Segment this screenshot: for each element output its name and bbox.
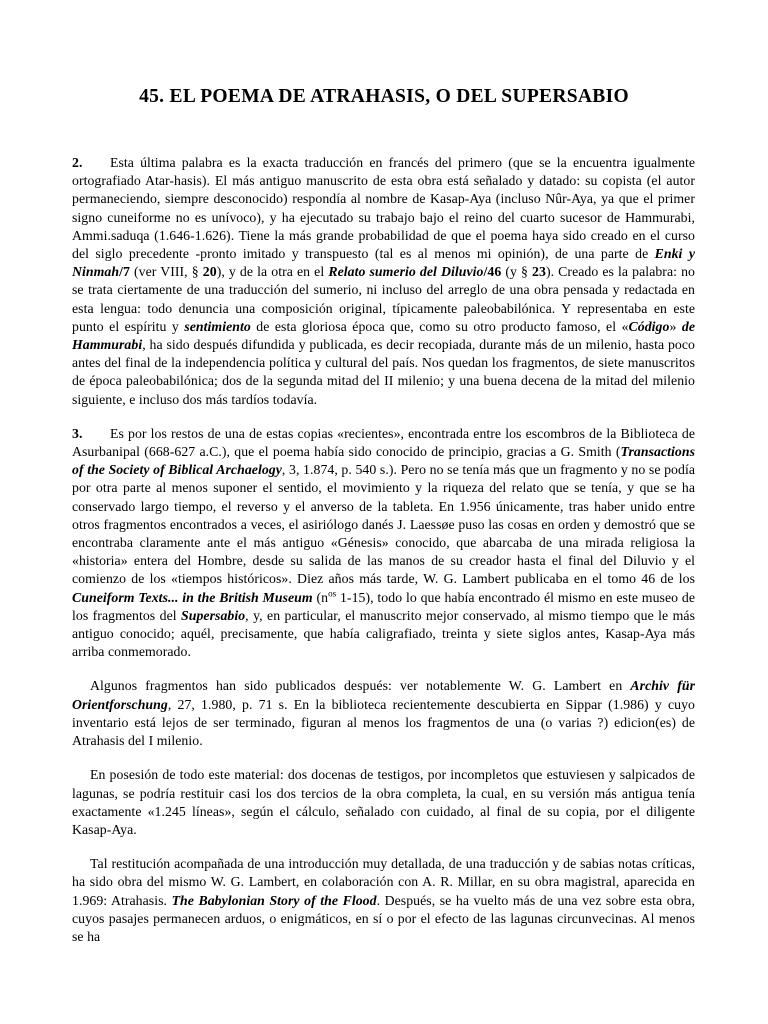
text-segment: ), y de la otra en el [216,264,329,280]
emphasized-text: de Hammurabi [72,318,695,353]
text-segment: 23 [532,264,546,280]
text-segment: (ver VIII, § [129,264,203,280]
text-segment: 20 [202,264,217,280]
text-segment: . Después, se ha vuelto más de una vez sobre esta obra, cuyos pasajes permanecen arduos, o enigmáticos, en sí o por el efecto de las lagunas circunvecinas. Al menos se ha [72,892,695,944]
emphasized-text: Relato sumerio del Diluvio [328,264,484,280]
text-segment: de esta gloriosa época que, como su otro producto famoso, el « [250,318,629,334]
emphasized-text: Archiv für Orientforschung [72,678,695,712]
text-segment: , 3, 1.874, p. 540 s.). Pero no se tenía más que un fragmento y no se podía por otra parte al menos suponer el sentido, el movimiento y la riqueza del relato que se tenía, y que se ha conservado largo tiempo, el reverso y el anverso de la tableta. En 1.956 únicamente, tras haber unido entre otros fragmentos encontrados a veces, el asiriólogo danés J. Laessøe puso las cosas en orden y demostró que se encontraba claramente ante el más antiguo «Génesis» conocido, que abarcaba de una mirada religiosa la «historia» entera del Hombre, desde su salida de las manos de su creador hasta el final del Diluvio y el comienzo de los «tiempos históricos». Diez años más tarde, W. G. Lambert publicaba en el tomo 46 de los [72,462,695,587]
text-segment: , ha sido después difundida y publicada, es decir recopiada, durante más de un milenio, hasta poco antes del final de la independencia política y cultural del país. Nos quedan los fragmentos, de siete manuscritos de época paleobabilónica; dos de la segunda mitad del II milenio; y una buena decena de la mitad del milenio siguiente, e incluso dos más tardíos todavía. [72,337,695,407]
chapter-title: 45. EL POEMA DE ATRAHASIS, O DEL SUPERSABIO [139,86,629,107]
paragraph [72,766,695,839]
emphasized-text: Transactions of the Society of Biblical Archaelogy [72,444,695,478]
text-segment: Algunos fragmentos han sido publicados después: ver notablemente W. G. Lambert en [90,678,631,694]
text-segment: , y, en particular, el manuscrito mejor conservado, al mismo tiempo que le más antiguo conocido; aquél, precisamente, que había caligrafiado, treinta y siete siglos antes, Kasap-Aya más arriba conmemorado. [72,607,695,660]
emphasized-text: Cuneiform Texts... in the British Museum [72,589,313,605]
paragraph [72,154,695,409]
text-segment: 1-15), todo lo que había encontrado él mismo en este museo de los fragmentos del [72,589,696,623]
text-segment: /46 [483,264,502,280]
text-segment: » [669,318,682,334]
paragraph [72,425,695,662]
emphasized-text: Supersabio [181,607,246,623]
text-segment: En posesión de todo este material: dos docenas de testigos, por incompletos que estuviesen y salpicados de lagunas, se podría restituir casi los dos tercios de la obra completa, la cual, en su versión más antigua tenía exactamente «1.245 líneas», según el cálculo, señalado con cuidado, al final de su copia, por el diligente Kasap-Aya. [72,767,695,837]
text-segment: Es por los restos de una de estas copias «recientes», encontrada entre los escombros de la Biblioteca de Asurbanipal (668-627 a.C.), que el poema había sido conocido de principio, gracias a G. Smith ( [72,425,695,460]
paragraph [72,855,695,946]
text-segment: os [328,588,337,599]
text-segment: (y § [501,264,533,280]
body-text [72,154,695,962]
emphasized-text: Código [628,318,670,334]
emphasized-text: sentimiento [184,318,251,334]
text-segment: (n [312,589,329,605]
text-segment: ). Creado es la palabra: no se trata ciertamente de una traducción del sumerio, ni incluso del arreglo de una obra pensada y redactada en esta lengua: todo denuncia una composición original, típicamente paleobabilónica. Y representaba en este punto el espíritu y [72,264,695,334]
paragraph-number: 2. [72,155,83,170]
paragraph [72,677,695,750]
emphasized-text: The Babylonian Story of the Flood [171,892,377,908]
text-segment: /7 [119,264,130,280]
text-segment: Esta última palabra es la exacta traducción en francés del primero (que se la encuentra igualmente ortografiado Atar-hasis). El más antiguo manuscrito de esta obra está señalado y datado: su copista (el autor permaneciendo, siempre desconocido) respondía al nombre de Kasap-Aya (incluso Nûr-Aya, ya que el primer signo cuneiforme no es unívoco), y ha ejecutado su trabajo bajo el reino del cuarto sucesor de Hammurabi, Ammi.saduqa (1.646-1.626). Tiene la más grande probabilidad de que el poema haya sido creado en el curso del siglo precedente -pronto imitado y transpuesto (tal es al menos mi opinión), de una parte de [72,155,695,262]
emphasized-text: Enki y Ninmah [72,246,695,280]
text-segment: , 27, 1.980, p. 71 s. En la biblioteca recientemente descubierta en Sippar (1.986) y cuyo inventario está lejos de ser terminado, figuran al menos los fragmentos de una (o varias ?) edicion(es) de Atrahasis del I milenio. [72,696,695,749]
paragraph-number: 3. [72,425,83,441]
text-segment: Tal restitución acompañada de una introducción muy detallada, de una traducción y de sabias notas críticas, ha sido obra del mismo W. G. Lambert, en colaboración con A. R. Millar, en su obra magistral, aparecida en 1.969: Atrahasis. [72,856,695,908]
